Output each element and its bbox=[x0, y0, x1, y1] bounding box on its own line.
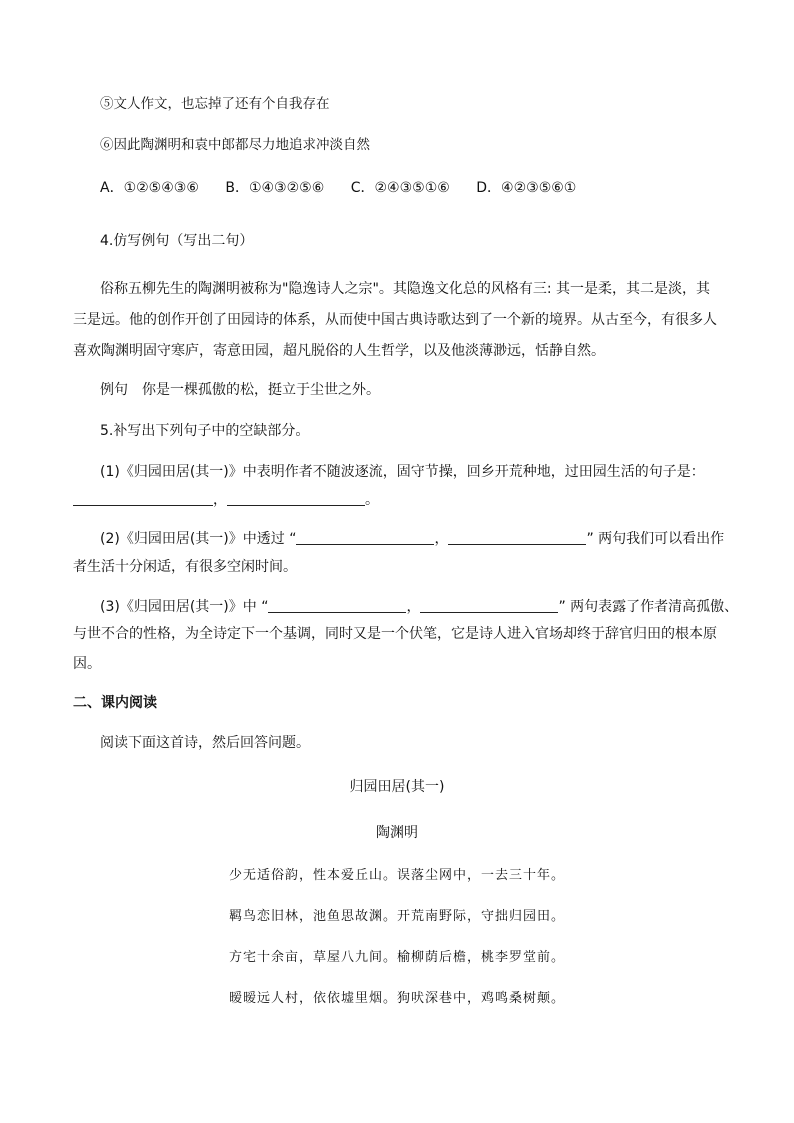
question-4-example: 例句 你是一棵孤傲的松，挺立于尘世之外。 bbox=[100, 382, 380, 398]
section-2-instruction: 阅读下面这首诗，然后回答问题。 bbox=[100, 735, 310, 751]
poem-line-1: 少无适俗韵，性本爱丘山。误落尘网中，一去三十年。 bbox=[228, 868, 565, 883]
question-5-title: 5.补写出下列句子中的空缺部分。 bbox=[100, 423, 310, 439]
poem-author: 陶渊明 bbox=[376, 825, 418, 841]
poem-title: 归园田居(其一) bbox=[349, 779, 445, 795]
choice-a: A．①②⑤④③⑥ bbox=[100, 180, 199, 196]
question-5-item-3-cont: 与世不合的性格，为全诗定下一个基调，同时又是一个伏笔，它是诗人进入官场却终于辞官归田的根本原因。 bbox=[73, 626, 717, 672]
poem-line-3: 方宅十余亩，草屋八九间。榆柳荫后檐，桃李罗堂前。 bbox=[228, 950, 565, 965]
option-line-5: ⑤文人作文，也忘掉了还有个自我存在 bbox=[100, 96, 330, 112]
poem-line-4: 暧暧远人村，依依墟里烟。狗吠深巷中，鸡鸣桑树颠。 bbox=[228, 991, 565, 1006]
poem-line-2: 羁鸟恋旧林，池鱼思故渊。开荒南野际，守拙归园田。 bbox=[228, 909, 565, 924]
question-5-item-2: (2)《归园田居(其一)》中透过 “ ， ” 两句我们可以看出作 bbox=[100, 531, 725, 547]
choice-d: D．④②③⑤⑥① bbox=[476, 180, 577, 196]
answer-choices bbox=[100, 177, 598, 197]
blank-1a[interactable] bbox=[73, 491, 213, 506]
section-2-heading: 二、课内阅读 bbox=[73, 695, 157, 711]
question-4-passage: 俗称五柳先生的陶渊明被称为"隐逸诗人之宗"。其隐逸文化总的风格有三: 其一是柔，其二是淡，其三是远。他的创作开创了田园诗的体系，从而使中国古典诗歌达到了一个新的境界。从古至今，有很多人喜欢陶渊明固守寒庐，寄意田园，超凡脱俗的人生哲学，以及他淡薄渺远，恬静自然。 bbox=[73, 281, 717, 359]
question-5-item-1-blanks: ， 。 bbox=[73, 490, 379, 510]
question-4-title: 4.仿写例句（写出二句） bbox=[100, 233, 254, 249]
choice-b: B．①④③②⑤⑥ bbox=[225, 180, 325, 196]
blank-1b[interactable] bbox=[227, 491, 365, 506]
question-5-item-2-cont: 者生活十分闲适，有很多空闲时间。 bbox=[73, 559, 297, 575]
question-5-item-3: (3)《归园田居(其一)》中 “ ， ” 两句表露了作者清高孤傲、 bbox=[100, 599, 739, 615]
question-5-item-1: (1)《归园田居(其一)》中表明作者不随波逐流，固守节操，回乡开荒种地，过田园生活的句子是： bbox=[100, 464, 705, 480]
blank-3b[interactable] bbox=[420, 598, 558, 613]
blank-2a[interactable] bbox=[296, 530, 434, 545]
option-line-6: ⑥因此陶渊明和袁中郎都尽力地追求冲淡自然 bbox=[100, 137, 370, 153]
blank-2b[interactable] bbox=[448, 530, 586, 545]
choice-c: C．②④③⑤①⑥ bbox=[350, 180, 450, 196]
blank-3a[interactable] bbox=[268, 598, 406, 613]
